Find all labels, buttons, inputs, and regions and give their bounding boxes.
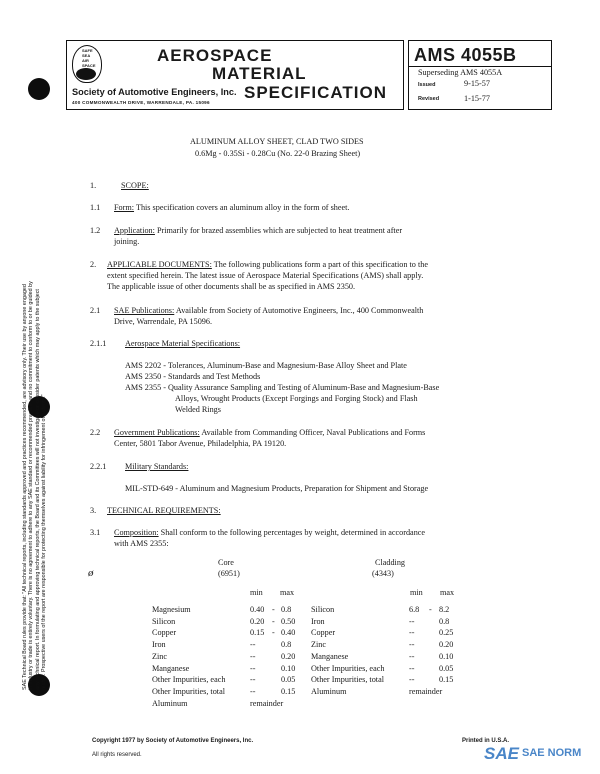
s2-number: 2. (90, 260, 97, 269)
clad-min-value: -- (409, 651, 415, 661)
clad-max-value: 0.05 (439, 663, 454, 673)
clad-min-header: min (410, 588, 423, 597)
s21-body (114, 306, 423, 317)
clad-element-name: Other Impurities, total (311, 675, 384, 685)
core-min-value: remainder (250, 698, 284, 708)
core-min-header: min (250, 588, 263, 597)
core-min-value: -- (250, 663, 256, 673)
s22-text-2: Center, 5801 Tabor Avenue, Philadelphia, PA 19120. (114, 439, 287, 448)
clad-max-value: 0.10 (439, 651, 454, 661)
clad-min-value: -- (409, 616, 415, 626)
core-min-value: -- (250, 651, 256, 661)
org-address: 400 COMMONWEALTH DRIVE, WARRENDALE, PA. 15096 (72, 100, 210, 105)
s31-text: Shall conform to the following percentages by weight, determined in accordance (160, 528, 426, 537)
core-element-name: Iron (152, 640, 166, 650)
org-name: Society of Automotive Engineers, Inc. (72, 87, 237, 97)
s11-body (114, 203, 349, 214)
clad-max-value: 0.20 (439, 640, 454, 650)
s211-number: 2.1.1 (90, 339, 107, 348)
sidebar-line: in industry or trade is entirely voluntary. There is no agreement to adhere to any SAE standard or recommended practice, and no commitment to conform to or be guided by (28, 281, 35, 690)
core-max-value: 0.05 (281, 675, 296, 685)
core-element-name: Other Impurities, total (152, 686, 225, 696)
s11-heading: Form: (114, 203, 135, 212)
core-element-name: Copper (152, 628, 177, 638)
core-title: Core (218, 558, 234, 567)
clad-max-header: max (440, 588, 455, 597)
clad-element-name: Zinc (311, 640, 327, 650)
logo-text: AIR (82, 58, 89, 63)
legal-sidebar (22, 130, 47, 690)
core-max-value: 0.10 (281, 663, 296, 673)
issued-date: 9-15-57 (464, 79, 490, 88)
s12-text-cont: joining. (114, 237, 140, 246)
printed-in: Printed in U.S.A. (462, 738, 510, 744)
title-material: MATERIAL (212, 64, 307, 83)
doc-title-line2: 0.6Mg - 0.35Si - 0.28Cu (No. 22-0 Brazing Sheet) (195, 149, 361, 158)
s31-heading: Composition: (114, 528, 159, 537)
s21-heading: SAE Publications: (114, 306, 175, 315)
s12-heading: Application: (114, 226, 155, 235)
core-max-value: 0.50 (281, 616, 296, 626)
s221-heading: Military Standards: (125, 462, 189, 471)
core-range-separator: - (272, 616, 275, 626)
clad-element-name: Aluminum (311, 686, 347, 696)
clad-alloy: (4343) (372, 569, 394, 578)
clad-max-value: 0.8 (439, 616, 450, 626)
clad-min-value: -- (409, 628, 415, 638)
s31-body (114, 528, 425, 539)
punch-hole-top (28, 78, 50, 100)
spec-divider (408, 66, 552, 67)
clad-max-value: 8.2 (439, 605, 450, 614)
core-range-separator: - (272, 605, 275, 614)
core-min-value: -- (250, 640, 256, 650)
ams2355-ref-cont: Welded Rings (175, 405, 221, 414)
s31-text-2: with AMS 2355: (114, 539, 169, 548)
s3-number: 3. (90, 506, 97, 515)
mil-std-649-ref: MIL-STD-649 - Aluminum and Magnesium Products, Preparation for Shipment and Storage (125, 484, 429, 493)
sidebar-line: any technical report. In formulating and approving technical reports, the Board and its Committees will not investigate or consider patents which may apply to the subject (34, 289, 41, 690)
s12-body (114, 226, 402, 237)
core-element-name: Manganese (152, 663, 190, 673)
clad-max-value: 0.15 (439, 675, 454, 685)
s1-title: SCOPE: (121, 181, 149, 190)
s11-number: 1.1 (90, 203, 101, 212)
copyright: Copyright 1977 by Society of Automotive Engineers, Inc. (92, 738, 254, 744)
core-max-value: 0.20 (281, 651, 296, 661)
s22-text: Available from Commanding Officer, Naval Publications and Forms (201, 428, 426, 437)
core-alloy: (6951) (218, 569, 240, 578)
core-max-value: 0.8 (281, 640, 292, 650)
revised-date: 1-15-77 (464, 94, 490, 103)
s21-number: 2.1 (90, 306, 101, 315)
s2-body (107, 260, 428, 271)
core-min-value: -- (250, 675, 256, 685)
s2-text-2: extent specified herein. The latest issue of Aerospace Material Specifications (AMS) shall apply. (107, 271, 424, 280)
core-max-value: 0.40 (281, 628, 296, 638)
s221-number: 2.2.1 (90, 462, 107, 471)
core-element-name: Aluminum (152, 698, 188, 708)
clad-max-value: 0.25 (439, 628, 454, 638)
core-min-value: 0.20 (250, 616, 265, 626)
core-max-value: 0.8 (281, 605, 292, 614)
core-element-name: Silicon (152, 616, 176, 626)
s21-text-2: Drive, Warrendale, PA 15096. (114, 317, 213, 326)
core-element-name: Magnesium (152, 605, 191, 614)
clad-min-value: -- (409, 640, 415, 650)
clad-element-name: Other Impurities, each (311, 663, 385, 673)
s1-number: 1. (90, 181, 97, 190)
clad-element-name: Silicon (311, 605, 335, 614)
core-max-header: max (280, 588, 295, 597)
logo-text: SEA (82, 53, 91, 58)
s3-title: TECHNICAL REQUIREMENTS: (107, 506, 221, 515)
revised-label: Revised (418, 96, 440, 102)
core-min-value: 0.40 (250, 605, 265, 614)
logo-text: SPACE (82, 63, 96, 68)
rights-reserved: All rights reserved. (92, 752, 142, 758)
clad-min-value: 6.8 (409, 605, 420, 614)
watermark-text: SAE NORM (522, 747, 582, 759)
s21-text: Available from Society of Automotive Engineers, Inc., 400 Commonwealth (175, 306, 424, 315)
ams2355-ref: AMS 2355 - Quality Assurance Sampling and Testing of Aluminum-Base and Magnesium-Base (125, 383, 440, 392)
logo-text: SAFE (82, 48, 93, 53)
s2-text-3: The applicable issue of other documents shall be as specified in AMS 2350. (107, 282, 356, 291)
clad-min-value: -- (409, 675, 415, 685)
core-range-separator: - (272, 628, 275, 638)
spec-number: AMS 4055B (414, 45, 517, 65)
clad-element-name: Copper (311, 628, 336, 638)
s2-heading: APPLICABLE DOCUMENTS: (107, 260, 212, 269)
s12-number: 1.2 (90, 226, 101, 235)
revision-mark: ø (88, 567, 94, 579)
core-element-name: Other Impurities, each (152, 675, 226, 685)
ams2350-ref: AMS 2350 - Standards and Test Methods (125, 372, 261, 381)
superseding: Superseding AMS 4055A (418, 68, 503, 77)
core-min-value: -- (250, 686, 256, 696)
watermark-logo: SAE (484, 744, 519, 763)
doc-title-line1: ALUMINUM ALLOY SHEET, CLAD TWO SIDES (190, 137, 364, 146)
s11-text: This specification covers an aluminum alloy in the form of sheet. (135, 203, 350, 212)
s31-number: 3.1 (90, 528, 101, 537)
clad-title: Cladding (375, 558, 406, 567)
clad-element-name: Iron (311, 616, 325, 626)
title-specification: SPECIFICATION (244, 83, 388, 102)
logo-emblem-icon (76, 68, 96, 80)
issued-label: Issued (418, 82, 436, 88)
s22-number: 2.2 (90, 428, 101, 437)
core-max-value: 0.15 (281, 686, 296, 696)
clad-range-separator: - (429, 605, 432, 614)
clad-min-value: remainder (409, 686, 443, 696)
s22-heading: Government Publications: (114, 428, 200, 437)
core-min-value: 0.15 (250, 628, 265, 638)
clad-min-value: -- (409, 663, 415, 673)
ams2202-ref: AMS 2202 - Tolerances, Aluminum-Base and Magnesium-Base Alloy Sheet and Plate (125, 361, 407, 370)
s211-heading: Aerospace Material Specifications: (125, 339, 241, 348)
sidebar-line: matter. Prospective users of the report are responsible for protecting themselves against liability for infringement of patents." (40, 394, 47, 690)
s12-text: Primarily for brazed assemblies which are subjected to heat treatment after (156, 226, 403, 235)
sidebar-line: SAE Technical Board rules provide that: "All technical reports, including standards approved and practices recommended, are advisory only. Their use by anyone engaged (22, 284, 28, 690)
core-element-name: Zinc (152, 651, 168, 661)
s2-text: The following publications form a part of this specification to the (213, 260, 428, 269)
sae-logo (72, 45, 102, 83)
ams2355-ref-cont: Alloys, Wrought Products (Except Forgings and Forging Stock) and Flash (175, 394, 418, 403)
s22-body (114, 428, 425, 439)
clad-element-name: Manganese (311, 651, 349, 661)
title-aerospace: AEROSPACE (157, 46, 273, 65)
